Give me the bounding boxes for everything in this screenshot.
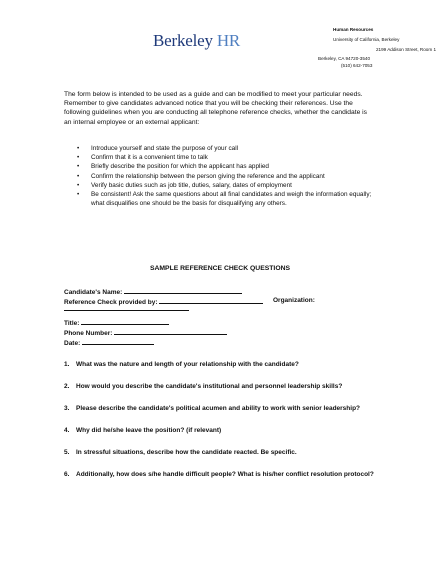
list-item bbox=[77, 144, 373, 153]
list-item bbox=[77, 172, 373, 181]
bullet-icon: • bbox=[77, 163, 80, 171]
list-item-text: Be consistent! Ask the same questions about all final candidates and weigh the information equally; what disqualifies one should be the basis for disqualifying any others. bbox=[91, 191, 372, 208]
header-department: Human Resources bbox=[333, 27, 374, 32]
phone-blank[interactable] bbox=[114, 328, 227, 335]
question-number: 4. bbox=[64, 427, 70, 434]
question-text: Please describe the candidate's political acumen and ability to work with senior leadership? bbox=[76, 405, 361, 412]
bullet-icon: • bbox=[77, 172, 80, 180]
provided-by-field[interactable] bbox=[64, 297, 263, 306]
question-item bbox=[64, 404, 384, 413]
header-university: University of California, Berkeley bbox=[333, 37, 400, 42]
logo-brand-text: Berkeley bbox=[153, 31, 213, 50]
question-item bbox=[64, 360, 384, 369]
list-item-text: Confirm that it is a convenient time to talk bbox=[91, 154, 208, 162]
question-item bbox=[64, 470, 384, 479]
question-text: What was the nature and length of your relationship with the candidate? bbox=[76, 361, 299, 368]
date-blank[interactable] bbox=[82, 338, 154, 345]
date-label: Date: bbox=[64, 340, 81, 347]
header-city: Berkeley, CA 94720-3540 bbox=[318, 56, 371, 61]
list-item-text: Briefly describe the position for which the applicant has applied bbox=[91, 163, 269, 171]
logo-hr-text: HR bbox=[216, 31, 241, 50]
question-text: In stressful situations, describe how the candidate reacted. Be specific. bbox=[76, 449, 297, 456]
list-item bbox=[77, 162, 373, 171]
section-title: SAMPLE REFERENCE CHECK QUESTIONS bbox=[149, 265, 291, 272]
question-number: 5. bbox=[64, 449, 70, 456]
candidate-name-blank[interactable] bbox=[124, 287, 242, 294]
date-field[interactable] bbox=[64, 338, 154, 347]
guideline-list bbox=[77, 144, 373, 208]
header-street: 2199 Addison Street, Room 1 bbox=[376, 47, 437, 52]
title-blank[interactable] bbox=[81, 318, 169, 325]
list-item bbox=[77, 190, 373, 208]
organization-blank[interactable] bbox=[64, 310, 189, 311]
list-item-text: Verify basic duties such as job title, duties, salary, dates of employment bbox=[91, 181, 292, 189]
list-item bbox=[77, 181, 373, 190]
question-number: 3. bbox=[64, 405, 70, 412]
organization-label: Organization: bbox=[273, 297, 315, 304]
bullet-icon: • bbox=[77, 181, 80, 189]
header-phone: (510) 642-7053 bbox=[341, 63, 373, 68]
list-item bbox=[77, 153, 373, 162]
candidate-name-field[interactable] bbox=[64, 287, 242, 296]
bullet-icon: • bbox=[77, 145, 80, 152]
provided-by-label: Reference Check provided by: bbox=[64, 299, 158, 306]
title-field[interactable] bbox=[64, 318, 169, 327]
intro-paragraph: The form below is intended to be used as a guide and can be modified to meet your particular needs. Remember to give candidates advanced notice that you will be checking their references. Use the following guidelines when you are conducting all telephone reference checks, whether the candidate is an internal employee or an external applicant: bbox=[64, 91, 367, 126]
question-item bbox=[64, 426, 384, 435]
organization-field[interactable] bbox=[273, 297, 315, 304]
phone-field[interactable] bbox=[64, 328, 227, 337]
phone-label: Phone Number: bbox=[64, 330, 113, 337]
question-item bbox=[64, 382, 384, 391]
question-item bbox=[64, 448, 384, 457]
question-text: Why did he/she leave the position? (if relevant) bbox=[76, 427, 222, 434]
question-number: 6. bbox=[64, 471, 70, 478]
candidate-name-label: Candidate's Name: bbox=[64, 289, 123, 296]
question-number: 2. bbox=[64, 383, 70, 390]
provided-by-blank[interactable] bbox=[159, 297, 263, 304]
berkeley-hr-logo bbox=[153, 31, 240, 51]
question-text: How would you describe the candidate's institutional and personnel leadership skills? bbox=[76, 383, 343, 390]
list-item-text: Confirm the relationship between the person giving the reference and the applicant bbox=[91, 172, 325, 180]
title-label: Title: bbox=[64, 320, 80, 327]
question-text: Additionally, how does s/he handle difficult people? What is his/her conflict resolution protocol? bbox=[76, 471, 374, 478]
bullet-icon: • bbox=[77, 154, 80, 162]
list-item-text: Introduce yourself and state the purpose of your call bbox=[91, 145, 239, 152]
question-number: 1. bbox=[64, 361, 70, 368]
bullet-icon: • bbox=[77, 191, 80, 199]
